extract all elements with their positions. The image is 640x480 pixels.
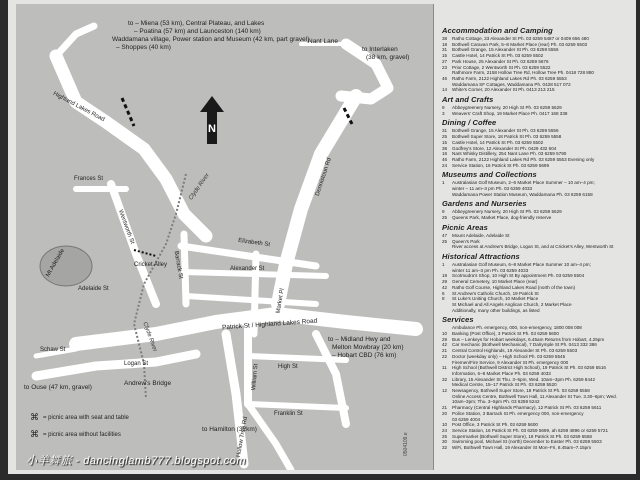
listing-text: St Andrew's Catholic Church, 19 Patrick St [452, 290, 539, 296]
listing-text: Scotmudra's Shop, 10 High St By appointment Ph. 03 6259 5504 [452, 273, 585, 279]
map-label-interlaken: to Interlaken [362, 46, 398, 53]
map-label-melton: Melton Mowbray (20 km) [332, 344, 404, 351]
street-patrick: Patrick St / Highland Lakes Road [221, 317, 318, 332]
street-franklin: Franklin St [274, 411, 303, 417]
map-ref-number: 25 [442, 238, 448, 244]
map-ref-number [442, 192, 452, 198]
map-ref-number: 25 [442, 215, 448, 221]
listing-text: General Cemetery, 10 Market Place (rear) [452, 279, 538, 285]
map-ref-number: 29 [442, 279, 448, 285]
map-label-hamilton: to Hamilton (32km) [202, 426, 257, 433]
listing-text: Police Station, 3 Barrack St Ph. emergency 000, non-emergency [452, 410, 584, 416]
street-barrack: Barrack St [172, 250, 184, 280]
mt-adelaide-label: Mt Adelaide [45, 247, 67, 279]
listing-text: Newsagency, Bothwell Super Store, 18 Patrick St Ph. 03 6259 5558 [452, 388, 590, 394]
listing-text: Service Station, 16 Patrick St Ph. 03 6259 5699, ah 6259 4896 or 6259 5721 [452, 427, 609, 433]
listing-text: Post Office, 3 Patrick St Ph. 03 6259 5600 [452, 422, 538, 428]
map-ref-number: 22 [442, 353, 448, 359]
section-heading: Art and Crafts [442, 95, 494, 105]
map-label-waddamana: Waddamana village, Power station and Museum (42 km, part gravel) [112, 36, 310, 43]
map-ref-number: 10 [442, 331, 448, 337]
map-ref-number: 1 [442, 261, 445, 267]
listing-text: Rathmore Farm, 2158 Hollow Tree Rd, Hollow Tree Ph. 0418 728 880 [452, 70, 594, 76]
listing-text: Waddamana Power Station Museum, Waddamana Ph. 03 6259 6158 [452, 191, 593, 197]
map-ref-number: 15 [442, 53, 448, 59]
list-item [442, 111, 638, 117]
listing-text: Ambulance Ph. emergency, 000, non-emergency, 1800 008 008 [452, 325, 582, 331]
listing-text: Castle Hotel, 14 Patrick St Ph. 03 6259 5502 [452, 139, 544, 145]
map-label-poatina: – Poatina (57 km) and Launceston (140 km) [134, 28, 261, 35]
listing-text: Waddamana SF Cottages, Waddamana Ph. 0428 517 072 [452, 81, 571, 87]
legend-item [30, 412, 129, 423]
listing-text: Bothwell Caravan Park, 5–8 Market Place (rear) Ph. 03 6259 5503 [452, 41, 588, 47]
list-item [442, 163, 638, 169]
listing-text: Doctor (weekday only) – High School Ph. 03 6259 5545 [452, 353, 566, 359]
listing-text: Bothwell Grange, 15 Alexander St Ph. 03 6259 5556 [452, 128, 559, 134]
map-label-interlaken-dist: (38 km, gravel) [366, 54, 410, 61]
listing-text: WiFi, Bothwell Town Hall, 19 Alexander St Mon–Fri, 8.45am–7.15pm [452, 445, 592, 451]
listing-text: St Michael and All Angels Anglican Church, 2 Market Place [452, 301, 572, 307]
street-adelaide: Adelaide St [78, 286, 109, 292]
map-ref-number: 12 [442, 388, 448, 394]
list-item [442, 87, 638, 93]
north-letter: N [208, 123, 216, 135]
list-item [442, 445, 638, 451]
watermark: 小羊舞旅 - dancinglamb777.blogspot.com [26, 455, 246, 467]
listing-text: Bothwell Super Store, 18 Patrick St Ph. 03 6259 5558 [452, 134, 562, 140]
street-high: High St [278, 364, 298, 370]
listing-text: Godfrey's Store, 12 Alexander St Ph. 0429 432 604 [452, 145, 557, 151]
listing-text: Queen's Park [452, 238, 480, 244]
street-william: William St [251, 363, 260, 391]
listing-text: 03 6259 4004 [452, 416, 481, 422]
picnic-table-icon: ⌘ [30, 412, 39, 422]
listing-text: Supermarket (Bothwell Super Store), 18 Patrick St Ph. 03 6259 5558 [452, 433, 592, 439]
street-hollow-tree: Hollow Tree Rd [235, 416, 250, 458]
map-label-shoppes: – Shoppes (40 km) [116, 44, 171, 51]
listing-text: Ratho Farm, 2122 Highland Lakes Rd Ph. 03 6259 5553 [452, 75, 567, 81]
street-market-pl: Market Pl [275, 287, 286, 315]
map-label-miena: to – Miena (53 km), Central Plateau, and Lakes [128, 20, 265, 27]
map-ref-number: 32 [442, 445, 448, 451]
street-dennistoun: Dennistoun Rd [314, 157, 333, 197]
list-item [442, 215, 638, 221]
listing-text: Swimming pool, Michael St (north) December to Easter Ph. 03 6259 5503 [452, 439, 602, 445]
map-ref-number [442, 308, 452, 314]
listing-text: Information, 6–8 Market Place Ph. 03 6259 4033 [452, 370, 551, 376]
map-ref-number: 20 [442, 410, 448, 416]
legend-text: = picnic area without facilities [43, 431, 121, 438]
map-ref-number: 11 [442, 365, 447, 371]
listing-text: Ratho Cottage, 33 Alexander St Ph. 03 6259 5487 or 0409 656 480 [452, 36, 589, 41]
street-highland-lakes: Highland Lakes Road [51, 90, 106, 124]
listing-text: winter – 11 am–3 pm Ph. 03 6259 4033 [452, 186, 533, 192]
map-ref-number: 31 [442, 47, 448, 53]
map-ref-number: 16 [442, 151, 448, 157]
listing-text: Online Access Centre, Bothwell Town Hall, 11 Alexander St Tue. 3.30–6pm; Wed. [452, 393, 617, 399]
town-map [16, 4, 434, 470]
listing-text: Australasian Golf Museum, 2–6 Market Place Summer – 10 am–4 pm; [452, 180, 595, 186]
map-ref-number: 42 [442, 284, 448, 290]
listing-text: Central Control Highlands, 19 Alexander St Ph. 03 6259 5503 [452, 348, 578, 354]
listing-text: River access at Andrew's Bridge, Logan St, and at Cricket's Alley, Wentworth St [452, 244, 614, 250]
street-wentworth: Wentworth St [116, 209, 135, 245]
section-heading: Historical Attractions [442, 251, 520, 261]
listing-text: Additionally, many other buildings, as listed [452, 307, 540, 313]
page-code: 0504109.e [403, 432, 409, 456]
list-item [442, 244, 638, 250]
map-label-nant-lane: Nant Lane [308, 38, 338, 45]
section-heading: Gardens and Nurseries [442, 199, 527, 209]
listing-text: Banking (Post Office), 3 Patrick St Ph. 03 6259 5600 [452, 331, 559, 337]
map-ref-number: 30 [442, 439, 448, 445]
listing-text: Bothwell Grange, 15 Alexander St Ph. 03 6259 5556 [452, 47, 559, 53]
section-heading: Dining / Coffee [442, 118, 497, 128]
map-ref-number: 1 [442, 180, 445, 186]
listing-text: St Luke's Uniting Church, 10 Market Place [452, 296, 539, 302]
legend-item [30, 429, 129, 440]
map-ref-number: 24 [442, 162, 448, 168]
listing-text: Bus – Lenkeys for Hobart weekdays, 6.45am Returns from Hobart, 4.25pm [452, 336, 605, 342]
listing-text: Australasian Golf Museum, 6–8 Market Place Summer 10 am–4 pm; [452, 261, 591, 267]
map-ref-number: 25 [442, 433, 448, 439]
listing-text: Prior Cottage, 2 Wentworth St Ph. 03 6259 5522 [452, 64, 551, 70]
listing-text: Nant Whisky Distillery, 254 Nant Lane Ph. 03 6259 5790 [452, 151, 567, 157]
map-ref-number: 42 [442, 342, 448, 348]
map-ref-number: 31 [442, 128, 448, 134]
listing-text: Castle Hotel, 14 Patrick St Ph. 03 6259 5502 [452, 53, 544, 59]
cricket-alley-label: Cricket Alley [134, 262, 168, 268]
map-ref-number: 38 [442, 145, 448, 151]
map-ref-number: 15 [442, 139, 448, 145]
listing-text: Car mechanic (Bothwell Mechanical), 7 Dalrymple St Ph. 0413 332 386 [452, 342, 597, 348]
map-ref-number: 38 [442, 36, 448, 41]
listing-text: 10am–3pm; Thu. 3–5pm Ph. 03 6259 5242 [452, 399, 540, 405]
map-label-ouse: to Ouse (47 km, gravel) [24, 384, 92, 391]
list-item [442, 308, 638, 314]
clyde-river-label-north: Clyde River [188, 172, 211, 202]
clyde-river-label-south: Clyde River [141, 321, 158, 353]
list-item [442, 192, 638, 198]
listing-text: Park House, 25 Alexander St Ph. 03 6259 5676 [452, 58, 549, 64]
map-ref-number: 25 [442, 134, 448, 140]
listing-text: winter 11 am–3 pm Ph. 03 6259 4033 [452, 267, 529, 273]
listing-text: White's Corner, 20 Alexander St Ph. 0413 213 215 [452, 87, 555, 93]
street-frances: Frances St [74, 176, 104, 182]
andrews-bridge-label: Andrew's Bridge [124, 380, 172, 387]
listing-text: High School (Bothwell District High School), 19 Patrick St Ph. 03 6259 5516 [452, 365, 606, 371]
listing-text: Queens Park, Market Place, dog-friendly reserve [452, 215, 552, 221]
map-ref-number: 9 [442, 105, 445, 111]
map-ref-number: 27 [442, 58, 448, 64]
map-ref-number: 19 [442, 273, 448, 279]
section-heading: Accommodation and Camping [442, 26, 553, 35]
legend-text: = picnic area with seat and table [43, 414, 129, 421]
listing-text: Service Station, 16 Patrick St Ph. 03 6259 5699 [452, 162, 550, 168]
map-ref-number: 46 [442, 75, 448, 81]
street-schaw: Schaw St [40, 347, 66, 353]
map-label-midland: to – Midland Hwy and [328, 336, 391, 343]
map-ref-number: 24 [442, 427, 448, 433]
street-elizabeth: Elizabeth St [237, 237, 271, 249]
map-ref-number: 8 [442, 296, 445, 302]
listing-text: Weavers' Craft Shop, 19 Market Place Ph. 0417 168 338 [452, 110, 568, 116]
map-ref-number: 6 [442, 290, 445, 296]
map-ref-number: 46 [442, 156, 448, 162]
section-heading: Services [442, 315, 474, 325]
map-roads [16, 4, 434, 470]
map-ref-number: 21 [442, 348, 448, 354]
map-ref-number: 47 [442, 232, 448, 238]
listing-text: Firemen/Fire Service, 9 Alexander St Ph. emergency 000 [452, 359, 569, 365]
section-heading: Museums and Collections [442, 170, 537, 180]
map-ref-number: 9 [442, 209, 445, 215]
map-ref-number: 21 [442, 405, 448, 411]
listing-text: Library, 15 Alexander St Thu. 3–5pm, Wed. 10am–3pm Ph. 6259 8442 [452, 376, 596, 382]
north-arrow-icon [200, 96, 224, 144]
map-ref-number [442, 244, 452, 250]
listing-text: Abbeygreenery Nursery, 20 High St Ph. 03 6259 5629 [452, 209, 562, 215]
map-ref-number: 14 [442, 87, 448, 93]
listing-text: Abbeygreenery Nursery, 20 High St Ph. 03 6259 5629 [452, 105, 562, 111]
map-ref-number: 23 [442, 64, 448, 70]
street-logan: Logan St [124, 361, 149, 367]
street-alexander: Alexander St [230, 266, 265, 272]
map-legend [30, 412, 129, 446]
listing-text: Mount Adelaide, Adelaide St [452, 232, 510, 238]
map-ref-number: 32 [442, 376, 448, 382]
listing-text: Ratho Farm, 2122 Highland Lakes Rd Ph. 03 6259 5553 Evening only [452, 156, 595, 162]
section-heading: Picnic Areas [442, 222, 488, 232]
listing-text: Ratho Golf Course, Highland Lakes Road (north of the town) [452, 284, 576, 290]
listing-text: Pharmacy (Central Highlands Pharmacy), 12 Patrick St Ph. 03 6259 5611 [452, 405, 602, 411]
picnic-facilities-icon: ⌘ [30, 429, 39, 439]
map-ref-number: 10 [442, 422, 448, 428]
map-ref-number: 3 [442, 110, 445, 116]
map-ref-number: 18 [442, 41, 448, 47]
map-ref-number: 29 [442, 336, 448, 342]
brochure-sheet [8, 0, 636, 474]
directory-panel [438, 22, 640, 462]
listing-text: Medical Centre, 15–17 Patrick St Ph. 03 6259 5520 [452, 382, 557, 388]
map-label-hobart: – Hobart CBD (76 km) [332, 352, 397, 359]
